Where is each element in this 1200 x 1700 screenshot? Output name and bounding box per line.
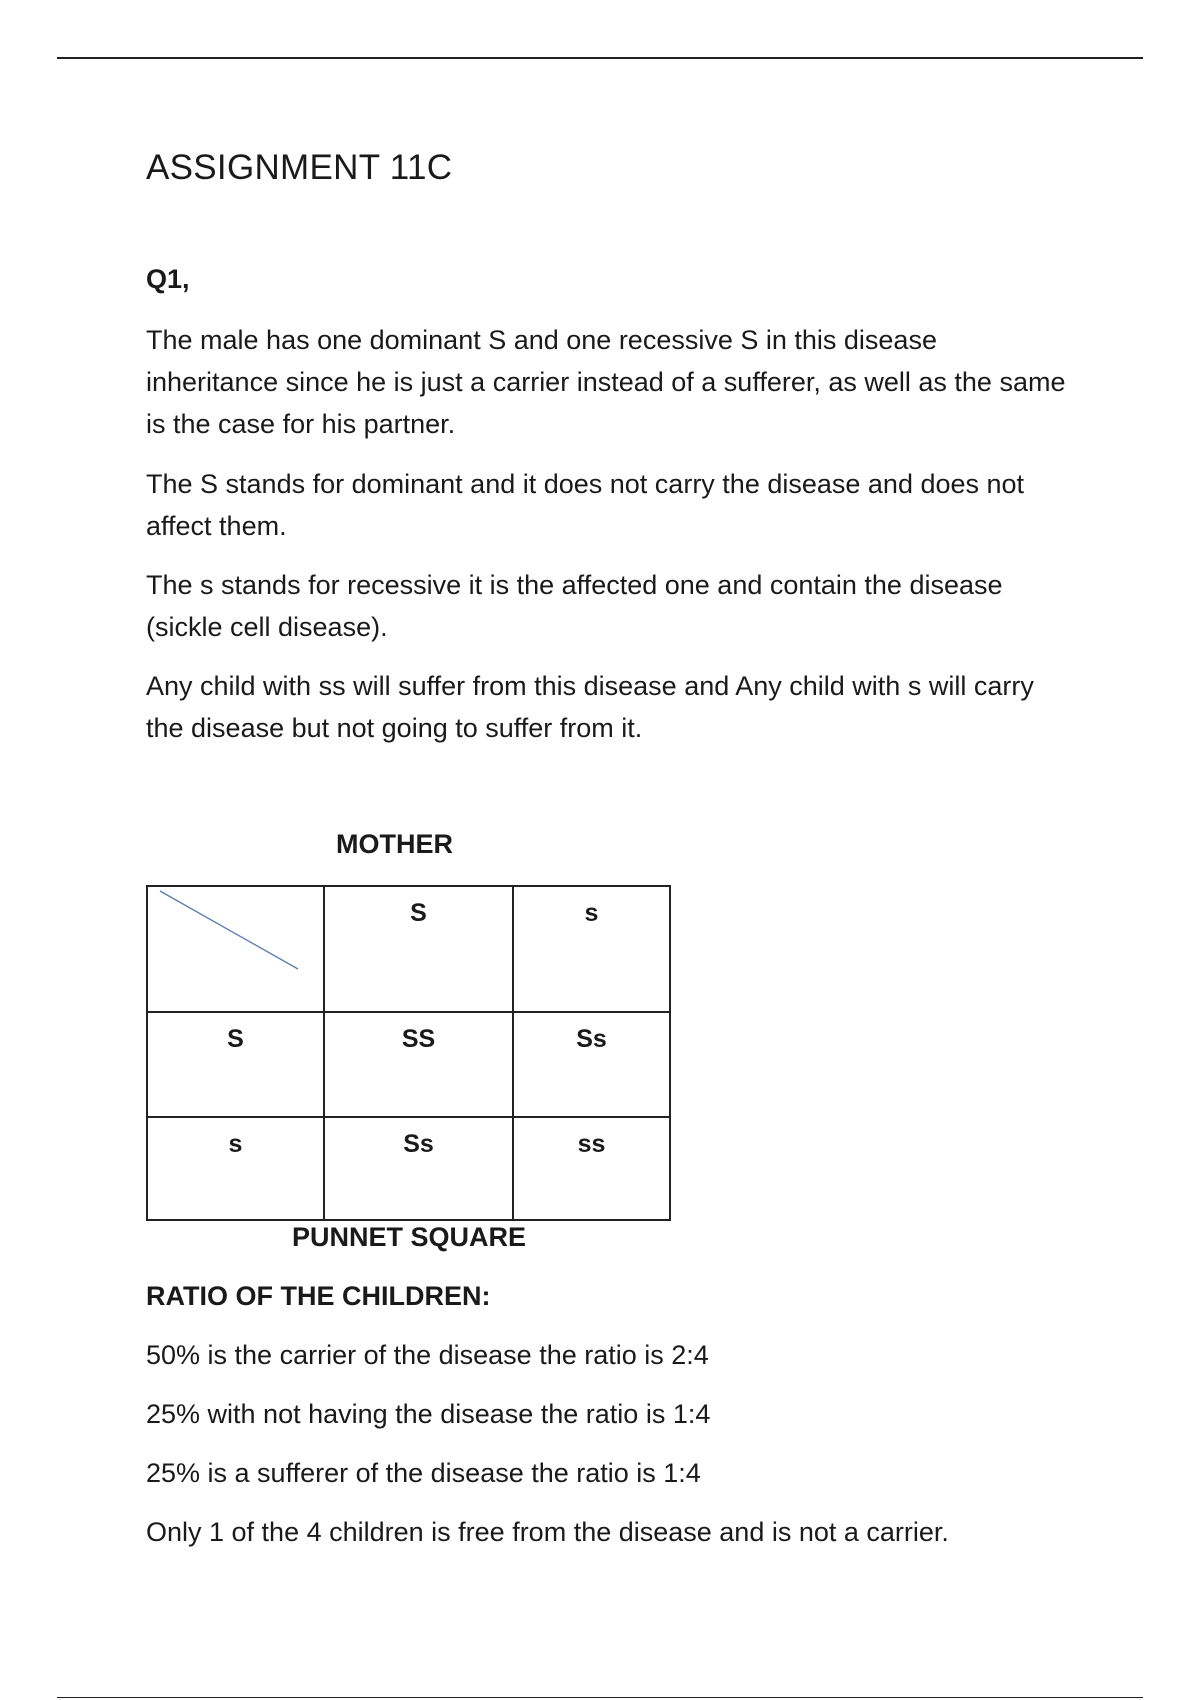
punnet-caption: PUNNET SQUARE: [292, 1222, 527, 1252]
ratio-heading: RATIO OF THE CHILDREN:: [146, 1281, 491, 1311]
table-row: [147, 1012, 670, 1117]
col-header-cell: S: [324, 886, 513, 1012]
top-rule: [57, 57, 1143, 59]
ratio-line: 25% with not having the disease the ratio is 1:4: [146, 1399, 711, 1429]
table-header-row: [147, 886, 670, 1012]
paragraph: The male has one dominant S and one recessive S in this disease inheritance since he is just a carrier instead of a sufferer, as well as the same is the case for his partner.: [146, 325, 1066, 439]
page-title: ASSIGNMENT 11C: [146, 148, 453, 187]
genotype-cell: Ss: [324, 1117, 513, 1220]
col-header-cell: s: [513, 886, 670, 1012]
question-label: Q1,: [146, 264, 190, 294]
bottom-rule: [57, 1697, 1143, 1698]
ratio-line: 25% is a sufferer of the disease the ratio is 1:4: [146, 1458, 701, 1488]
genotype-cell: SS: [324, 1012, 513, 1117]
genotype-cell: Ss: [513, 1012, 670, 1117]
row-header-cell: s: [147, 1117, 324, 1220]
table-row: [147, 1117, 670, 1220]
ratio-line: Only 1 of the 4 children is free from the disease and is not a carrier.: [146, 1517, 949, 1547]
punnet-square-table: [146, 885, 671, 1221]
paragraph: The s stands for recessive it is the affected one and contain the disease (sickle cell disease).: [146, 570, 1003, 642]
corner-cell: [147, 886, 324, 1012]
ratio-line: 50% is the carrier of the disease the ratio is 2:4: [146, 1340, 709, 1370]
row-header-cell: S: [147, 1012, 324, 1117]
paragraph: The S stands for dominant and it does not carry the disease and does not affect them.: [146, 469, 1025, 541]
paragraph: Any child with ss will suffer from this disease and Any child with s will carry the disease but not going to suffer from it.: [146, 671, 1034, 743]
genotype-cell: ss: [513, 1117, 670, 1220]
mother-label: MOTHER: [336, 829, 453, 859]
diagonal-line: [148, 887, 323, 1011]
